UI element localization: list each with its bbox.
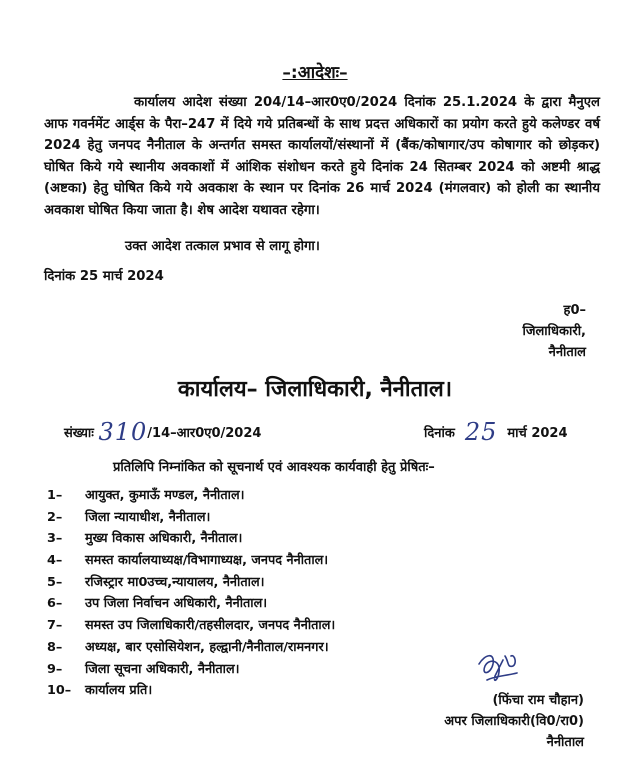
recipient-list	[47, 485, 335, 702]
list-text: अध्यक्ष, बार एसोसियेशन, हल्द्वानी/नैनीताल/रामनगर।	[85, 639, 329, 655]
list-text: कार्यालय प्रति।	[85, 683, 153, 699]
list-item	[47, 485, 335, 507]
order-date: दिनांक 25 मार्च 2024	[44, 269, 164, 284]
list-item	[47, 659, 335, 681]
signatory-place: नैनीताल	[546, 735, 584, 750]
ref-suffix: /14–आर0ए0/2024	[147, 426, 262, 441]
list-item	[47, 550, 335, 572]
list-text: जिला न्यायाधीश, नैनीताल।	[85, 509, 211, 525]
ref-prefix: संख्याः	[64, 426, 94, 441]
signature-mark: ह0–	[563, 303, 586, 318]
list-number: 1–	[47, 488, 63, 503]
list-text: उप जिला निर्वाचन अधिकारी, नैनीताल।	[85, 596, 268, 612]
list-item	[47, 637, 335, 659]
effect-statement: उक्त आदेश तत्काल प्रभाव से लागू होगा।	[125, 239, 320, 254]
list-text: मुख्य विकास अधिकारी, नैनीताल।	[85, 531, 243, 547]
order-title: –:आदेशः–	[282, 63, 348, 83]
list-text: समस्त कार्यालयाध्यक्ष/विभागाध्यक्ष, जनपद नैनीताल।	[85, 553, 329, 569]
signature-place: नैनीताल	[548, 345, 586, 360]
handwritten-signature	[465, 646, 535, 692]
list-item	[47, 528, 335, 550]
list-number: 4–	[47, 553, 63, 569]
list-number: 7–	[47, 618, 63, 634]
list-text: जिला सूचना अधिकारी, नैनीताल।	[85, 661, 240, 677]
signatory-designation: अपर जिलाधिकारी(वि0/रा0)	[444, 714, 584, 729]
list-item	[47, 593, 335, 615]
list-text: रजिस्ट्रार मा0उच्च,न्यायालय, नैनीताल।	[85, 574, 265, 590]
list-item	[47, 507, 335, 529]
list-number: 3–	[47, 531, 63, 547]
list-number: 6–	[47, 596, 63, 612]
list-item	[47, 680, 335, 702]
date-prefix: दिनांक	[424, 426, 455, 441]
reference-number	[64, 418, 261, 446]
list-item	[47, 572, 335, 594]
list-number: 5–	[47, 574, 63, 590]
order-paragraph: कार्यालय आदेश संख्या 204/14–आर0ए0/2024 दिनांक 25.1.2024 के द्वारा मैनुएल आफ गवर्नमेंट आर्ड्स के पैरा–247 में दिये गये प्रतिबन्धों के साथ प्रदत्त अधिकारों का प्रयोग करते हुये कलेण्डर वर्ष 2024 हेतु जनपद नैनीताल के अन्तर्गत समस्त कार्यालयों/संस्थानों में (बैंक/कोषागार/उप कोषागार को छोड़कर) घोषित किये गये स्थानीय अवकाशों में आंशिक संशोधन करते हुये दिनांक 24 सितम्बर 2024 को अष्टमी श्राद्ध (अष्टका) हेतु घोषित किये गये अवकाश के स्थान पर दिनांक 26 मार्च 2024 (मंगलवार) को होली का स्थानीय अवकाश घोषित किया जाता है। शेष आदेश यथावत रहेगा।	[44, 95, 600, 218]
office-heading: कार्यालय– जिलाधिकारी, नैनीताल।	[177, 377, 453, 402]
list-number: 8–	[47, 639, 63, 655]
signatory-block	[444, 690, 584, 753]
copy-intro: प्रतिलिपि निम्नांकित को सूचनार्थ एवं आवश्यक कार्यवाही हेतु प्रेषितः–	[113, 460, 435, 475]
date-suffix: मार्च 2024	[507, 426, 568, 441]
copy-date	[424, 418, 568, 446]
list-number: 2–	[47, 509, 63, 525]
list-number: 9–	[47, 661, 63, 677]
list-number: 10–	[47, 683, 72, 699]
signatory-name: (फिंचा राम चौहान)	[492, 693, 584, 708]
ref-number-handwritten: 310	[98, 418, 148, 446]
date-day-handwritten: 25	[464, 418, 498, 446]
list-text: आयुक्त, कुमाऊँ मण्डल, नैनीताल।	[85, 488, 245, 503]
order-signature-block	[522, 300, 586, 363]
list-item	[47, 615, 335, 637]
signature-designation: जिलाधिकारी,	[522, 324, 586, 339]
list-text: समस्त उप जिलाधिकारी/तहसीलदार, जनपद नैनीताल।	[85, 618, 336, 634]
